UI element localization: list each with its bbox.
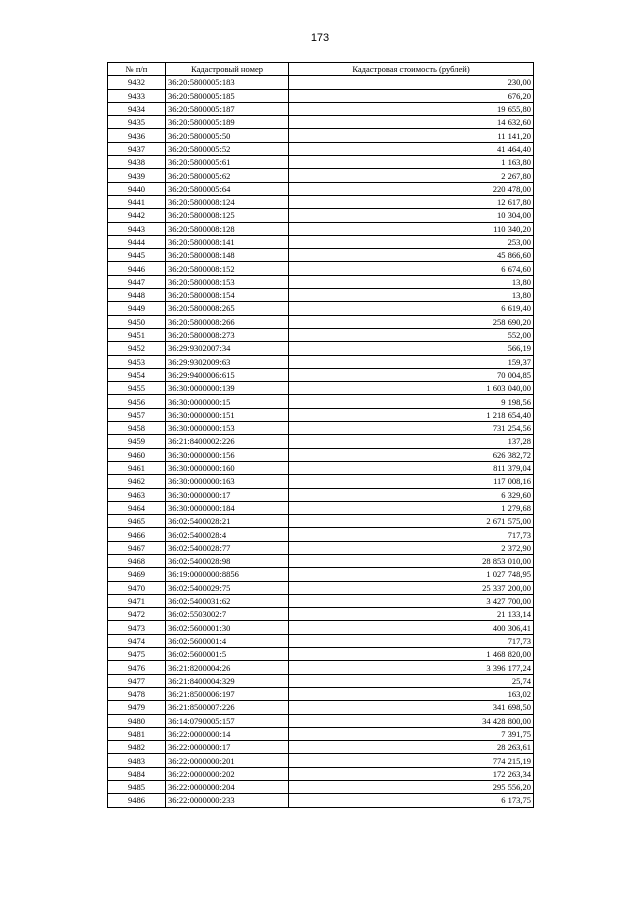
row-number-cell: 9441 bbox=[108, 195, 166, 208]
row-number-cell: 9453 bbox=[108, 355, 166, 368]
table-row bbox=[108, 408, 534, 421]
table-row bbox=[108, 169, 534, 182]
table-row bbox=[108, 554, 534, 567]
column-header-number: № п/п bbox=[108, 63, 166, 76]
cadastral-cost-cell: 172 263,34 bbox=[289, 767, 534, 780]
row-number-cell: 9468 bbox=[108, 554, 166, 567]
cadastral-cost-cell: 19 655,80 bbox=[289, 102, 534, 115]
table-row bbox=[108, 794, 534, 807]
row-number-cell: 9474 bbox=[108, 634, 166, 647]
row-number-cell: 9450 bbox=[108, 315, 166, 328]
cadastral-cost-cell: 2 267,80 bbox=[289, 169, 534, 182]
row-number-cell: 9435 bbox=[108, 116, 166, 129]
cadastral-cost-cell: 41 464,40 bbox=[289, 142, 534, 155]
cadastral-cost-cell: 25 337 200,00 bbox=[289, 581, 534, 594]
cadastral-number-cell: 36:02:5400028:21 bbox=[166, 515, 289, 528]
cadastral-cost-cell: 566,19 bbox=[289, 342, 534, 355]
row-number-cell: 9479 bbox=[108, 701, 166, 714]
table-row bbox=[108, 235, 534, 248]
table-row bbox=[108, 674, 534, 687]
row-number-cell: 9445 bbox=[108, 249, 166, 262]
table-body bbox=[108, 76, 534, 807]
table-row bbox=[108, 156, 534, 169]
table-row bbox=[108, 435, 534, 448]
cadastral-cost-cell: 220 478,00 bbox=[289, 182, 534, 195]
row-number-cell: 9438 bbox=[108, 156, 166, 169]
cadastral-cost-cell: 626 382,72 bbox=[289, 448, 534, 461]
row-number-cell: 9455 bbox=[108, 382, 166, 395]
cadastral-number-cell: 36:14:0790005:157 bbox=[166, 714, 289, 727]
row-number-cell: 9460 bbox=[108, 448, 166, 461]
cadastral-cost-cell: 6 619,40 bbox=[289, 302, 534, 315]
row-number-cell: 9484 bbox=[108, 767, 166, 780]
cadastral-cost-cell: 117 008,16 bbox=[289, 475, 534, 488]
cadastral-cost-cell: 14 632,60 bbox=[289, 116, 534, 129]
cadastral-cost-cell: 811 379,04 bbox=[289, 461, 534, 474]
row-number-cell: 9458 bbox=[108, 422, 166, 435]
table-row bbox=[108, 581, 534, 594]
table-row bbox=[108, 102, 534, 115]
cadastral-cost-cell: 10 304,00 bbox=[289, 209, 534, 222]
row-number-cell: 9439 bbox=[108, 169, 166, 182]
cadastral-cost-cell: 70 004,85 bbox=[289, 368, 534, 381]
table-row bbox=[108, 714, 534, 727]
table-row bbox=[108, 515, 534, 528]
cadastral-number-cell: 36:20:5800008:125 bbox=[166, 209, 289, 222]
cadastral-cost-cell: 774 215,19 bbox=[289, 754, 534, 767]
row-number-cell: 9433 bbox=[108, 89, 166, 102]
row-number-cell: 9443 bbox=[108, 222, 166, 235]
row-number-cell: 9473 bbox=[108, 621, 166, 634]
cadastral-value-table bbox=[107, 62, 534, 808]
cadastral-number-cell: 36:02:5600001:4 bbox=[166, 634, 289, 647]
cadastral-cost-cell: 11 141,20 bbox=[289, 129, 534, 142]
cadastral-cost-cell: 159,37 bbox=[289, 355, 534, 368]
row-number-cell: 9461 bbox=[108, 461, 166, 474]
cadastral-cost-cell: 1 468 820,00 bbox=[289, 648, 534, 661]
table-row bbox=[108, 142, 534, 155]
row-number-cell: 9437 bbox=[108, 142, 166, 155]
cadastral-number-cell: 36:21:8500007:226 bbox=[166, 701, 289, 714]
cadastral-cost-cell: 21 133,14 bbox=[289, 608, 534, 621]
table-row bbox=[108, 355, 534, 368]
row-number-cell: 9465 bbox=[108, 515, 166, 528]
row-number-cell: 9454 bbox=[108, 368, 166, 381]
cadastral-number-cell: 36:19:0000000:8856 bbox=[166, 568, 289, 581]
cadastral-number-cell: 36:30:0000000:184 bbox=[166, 501, 289, 514]
table-row bbox=[108, 275, 534, 288]
cadastral-number-cell: 36:29:9302007:34 bbox=[166, 342, 289, 355]
cadastral-number-cell: 36:30:0000000:15 bbox=[166, 395, 289, 408]
cadastral-number-cell: 36:29:9400006:615 bbox=[166, 368, 289, 381]
table-row bbox=[108, 289, 534, 302]
cadastral-cost-cell: 25,74 bbox=[289, 674, 534, 687]
cadastral-cost-cell: 295 556,20 bbox=[289, 781, 534, 794]
table-row bbox=[108, 488, 534, 501]
cadastral-number-cell: 36:20:5800008:152 bbox=[166, 262, 289, 275]
cadastral-cost-cell: 6 674,60 bbox=[289, 262, 534, 275]
cadastral-cost-cell: 341 698,50 bbox=[289, 701, 534, 714]
row-number-cell: 9482 bbox=[108, 741, 166, 754]
cadastral-number-cell: 36:21:8200004:26 bbox=[166, 661, 289, 674]
table-row bbox=[108, 781, 534, 794]
cadastral-cost-cell: 253,00 bbox=[289, 235, 534, 248]
row-number-cell: 9472 bbox=[108, 608, 166, 621]
cadastral-cost-cell: 1 027 748,95 bbox=[289, 568, 534, 581]
cadastral-number-cell: 36:20:5800008:265 bbox=[166, 302, 289, 315]
page-number: 173 bbox=[310, 32, 330, 44]
table-row bbox=[108, 701, 534, 714]
cadastral-number-cell: 36:20:5800008:124 bbox=[166, 195, 289, 208]
row-number-cell: 9464 bbox=[108, 501, 166, 514]
cadastral-cost-cell: 400 306,41 bbox=[289, 621, 534, 634]
row-number-cell: 9456 bbox=[108, 395, 166, 408]
cadastral-cost-cell: 163,02 bbox=[289, 687, 534, 700]
cadastral-number-cell: 36:20:5800008:141 bbox=[166, 235, 289, 248]
table-row bbox=[108, 89, 534, 102]
cadastral-cost-cell: 1 603 040,00 bbox=[289, 382, 534, 395]
cadastral-number-cell: 36:02:5600001:30 bbox=[166, 621, 289, 634]
cadastral-number-cell: 36:22:0000000:202 bbox=[166, 767, 289, 780]
cadastral-number-cell: 36:20:5800008:273 bbox=[166, 328, 289, 341]
cadastral-number-cell: 36:02:5400028:4 bbox=[166, 528, 289, 541]
row-number-cell: 9477 bbox=[108, 674, 166, 687]
cadastral-number-cell: 36:22:0000000:204 bbox=[166, 781, 289, 794]
cadastral-cost-cell: 13,80 bbox=[289, 275, 534, 288]
row-number-cell: 9467 bbox=[108, 541, 166, 554]
cadastral-number-cell: 36:20:5800008:154 bbox=[166, 289, 289, 302]
table-row bbox=[108, 661, 534, 674]
row-number-cell: 9447 bbox=[108, 275, 166, 288]
cadastral-number-cell: 36:20:5800005:52 bbox=[166, 142, 289, 155]
row-number-cell: 9451 bbox=[108, 328, 166, 341]
cadastral-cost-cell: 731 254,56 bbox=[289, 422, 534, 435]
table-row bbox=[108, 754, 534, 767]
cadastral-cost-cell: 676,20 bbox=[289, 89, 534, 102]
cadastral-number-cell: 36:02:5400029:75 bbox=[166, 581, 289, 594]
row-number-cell: 9459 bbox=[108, 435, 166, 448]
cadastral-cost-cell: 34 428 800,00 bbox=[289, 714, 534, 727]
row-number-cell: 9471 bbox=[108, 594, 166, 607]
table-row bbox=[108, 422, 534, 435]
cadastral-cost-cell: 717,73 bbox=[289, 634, 534, 647]
cadastral-cost-cell: 45 866,60 bbox=[289, 249, 534, 262]
table-row bbox=[108, 568, 534, 581]
table-row bbox=[108, 608, 534, 621]
table-row bbox=[108, 222, 534, 235]
cadastral-number-cell: 36:22:0000000:233 bbox=[166, 794, 289, 807]
table-row bbox=[108, 315, 534, 328]
cadastral-cost-cell: 137,28 bbox=[289, 435, 534, 448]
row-number-cell: 9486 bbox=[108, 794, 166, 807]
cadastral-number-cell: 36:30:0000000:160 bbox=[166, 461, 289, 474]
row-number-cell: 9432 bbox=[108, 76, 166, 89]
table-header-row bbox=[108, 63, 534, 76]
row-number-cell: 9481 bbox=[108, 727, 166, 740]
row-number-cell: 9469 bbox=[108, 568, 166, 581]
cadastral-number-cell: 36:20:5800005:50 bbox=[166, 129, 289, 142]
cadastral-number-cell: 36:20:5800005:185 bbox=[166, 89, 289, 102]
cadastral-number-cell: 36:02:5400031:62 bbox=[166, 594, 289, 607]
table-row bbox=[108, 727, 534, 740]
row-number-cell: 9434 bbox=[108, 102, 166, 115]
table-row bbox=[108, 195, 534, 208]
table-row bbox=[108, 328, 534, 341]
table-row bbox=[108, 741, 534, 754]
row-number-cell: 9480 bbox=[108, 714, 166, 727]
row-number-cell: 9466 bbox=[108, 528, 166, 541]
column-header-cadastral-cost: Кадастровая стоимость (рублей) bbox=[289, 63, 534, 76]
table-row bbox=[108, 767, 534, 780]
cadastral-number-cell: 36:30:0000000:151 bbox=[166, 408, 289, 421]
cadastral-cost-cell: 552,00 bbox=[289, 328, 534, 341]
table-row bbox=[108, 541, 534, 554]
table-row bbox=[108, 76, 534, 89]
cadastral-number-cell: 36:02:5400028:77 bbox=[166, 541, 289, 554]
table-row bbox=[108, 501, 534, 514]
table-row bbox=[108, 262, 534, 275]
table-row bbox=[108, 395, 534, 408]
cadastral-number-cell: 36:21:8400004:329 bbox=[166, 674, 289, 687]
cadastral-cost-cell: 717,73 bbox=[289, 528, 534, 541]
cadastral-number-cell: 36:20:5800005:64 bbox=[166, 182, 289, 195]
row-number-cell: 9463 bbox=[108, 488, 166, 501]
table-row bbox=[108, 129, 534, 142]
row-number-cell: 9448 bbox=[108, 289, 166, 302]
cadastral-cost-cell: 3 396 177,24 bbox=[289, 661, 534, 674]
cadastral-number-cell: 36:02:5400028:98 bbox=[166, 554, 289, 567]
cadastral-number-cell: 36:22:0000000:17 bbox=[166, 741, 289, 754]
cadastral-number-cell: 36:02:5503002:7 bbox=[166, 608, 289, 621]
cadastral-number-cell: 36:20:5800008:153 bbox=[166, 275, 289, 288]
cadastral-cost-cell: 28 263,61 bbox=[289, 741, 534, 754]
cadastral-number-cell: 36:20:5800005:62 bbox=[166, 169, 289, 182]
cadastral-number-cell: 36:02:5600001:5 bbox=[166, 648, 289, 661]
row-number-cell: 9444 bbox=[108, 235, 166, 248]
cadastral-number-cell: 36:21:8500006:197 bbox=[166, 687, 289, 700]
cadastral-number-cell: 36:30:0000000:156 bbox=[166, 448, 289, 461]
row-number-cell: 9476 bbox=[108, 661, 166, 674]
cadastral-cost-cell: 230,00 bbox=[289, 76, 534, 89]
cadastral-number-cell: 36:30:0000000:17 bbox=[166, 488, 289, 501]
table-row bbox=[108, 475, 534, 488]
cadastral-cost-cell: 28 853 010,00 bbox=[289, 554, 534, 567]
row-number-cell: 9440 bbox=[108, 182, 166, 195]
cadastral-number-cell: 36:30:0000000:163 bbox=[166, 475, 289, 488]
cadastral-cost-cell: 7 391,75 bbox=[289, 727, 534, 740]
table-row bbox=[108, 209, 534, 222]
cadastral-cost-cell: 6 329,60 bbox=[289, 488, 534, 501]
table-row bbox=[108, 182, 534, 195]
table-row bbox=[108, 368, 534, 381]
cadastral-cost-cell: 110 340,20 bbox=[289, 222, 534, 235]
row-number-cell: 9442 bbox=[108, 209, 166, 222]
row-number-cell: 9457 bbox=[108, 408, 166, 421]
cadastral-cost-cell: 1 163,80 bbox=[289, 156, 534, 169]
cadastral-number-cell: 36:20:5800005:183 bbox=[166, 76, 289, 89]
table-row bbox=[108, 342, 534, 355]
table-row bbox=[108, 594, 534, 607]
cadastral-cost-cell: 258 690,20 bbox=[289, 315, 534, 328]
row-number-cell: 9462 bbox=[108, 475, 166, 488]
cadastral-number-cell: 36:22:0000000:14 bbox=[166, 727, 289, 740]
cadastral-number-cell: 36:20:5800005:189 bbox=[166, 116, 289, 129]
cadastral-number-cell: 36:21:8400002:226 bbox=[166, 435, 289, 448]
cadastral-cost-cell: 2 671 575,00 bbox=[289, 515, 534, 528]
table-row bbox=[108, 116, 534, 129]
table-row bbox=[108, 249, 534, 262]
row-number-cell: 9470 bbox=[108, 581, 166, 594]
table-row bbox=[108, 448, 534, 461]
cadastral-cost-cell: 9 198,56 bbox=[289, 395, 534, 408]
row-number-cell: 9475 bbox=[108, 648, 166, 661]
table-row bbox=[108, 648, 534, 661]
row-number-cell: 9446 bbox=[108, 262, 166, 275]
cadastral-number-cell: 36:20:5800008:128 bbox=[166, 222, 289, 235]
cadastral-number-cell: 36:29:9302009:63 bbox=[166, 355, 289, 368]
table-row bbox=[108, 687, 534, 700]
cadastral-number-cell: 36:20:5800008:266 bbox=[166, 315, 289, 328]
cadastral-number-cell: 36:30:0000000:153 bbox=[166, 422, 289, 435]
cadastral-cost-cell: 3 427 700,00 bbox=[289, 594, 534, 607]
row-number-cell: 9452 bbox=[108, 342, 166, 355]
cadastral-cost-cell: 13,80 bbox=[289, 289, 534, 302]
cadastral-cost-cell: 2 372,90 bbox=[289, 541, 534, 554]
cadastral-number-cell: 36:20:5800005:187 bbox=[166, 102, 289, 115]
cadastral-cost-cell: 12 617,80 bbox=[289, 195, 534, 208]
cadastral-number-cell: 36:30:0000000:139 bbox=[166, 382, 289, 395]
row-number-cell: 9436 bbox=[108, 129, 166, 142]
cadastral-number-cell: 36:22:0000000:201 bbox=[166, 754, 289, 767]
column-header-cadastral-number: Кадастровый номер bbox=[166, 63, 289, 76]
table-row bbox=[108, 382, 534, 395]
row-number-cell: 9483 bbox=[108, 754, 166, 767]
table-row bbox=[108, 302, 534, 315]
row-number-cell: 9485 bbox=[108, 781, 166, 794]
cadastral-cost-cell: 1 279,68 bbox=[289, 501, 534, 514]
cadastral-cost-cell: 1 218 654,40 bbox=[289, 408, 534, 421]
table-row bbox=[108, 634, 534, 647]
row-number-cell: 9478 bbox=[108, 687, 166, 700]
cadastral-number-cell: 36:20:5800008:148 bbox=[166, 249, 289, 262]
table-row bbox=[108, 528, 534, 541]
row-number-cell: 9449 bbox=[108, 302, 166, 315]
table-row bbox=[108, 461, 534, 474]
table-row bbox=[108, 621, 534, 634]
cadastral-number-cell: 36:20:5800005:61 bbox=[166, 156, 289, 169]
cadastral-cost-cell: 6 173,75 bbox=[289, 794, 534, 807]
